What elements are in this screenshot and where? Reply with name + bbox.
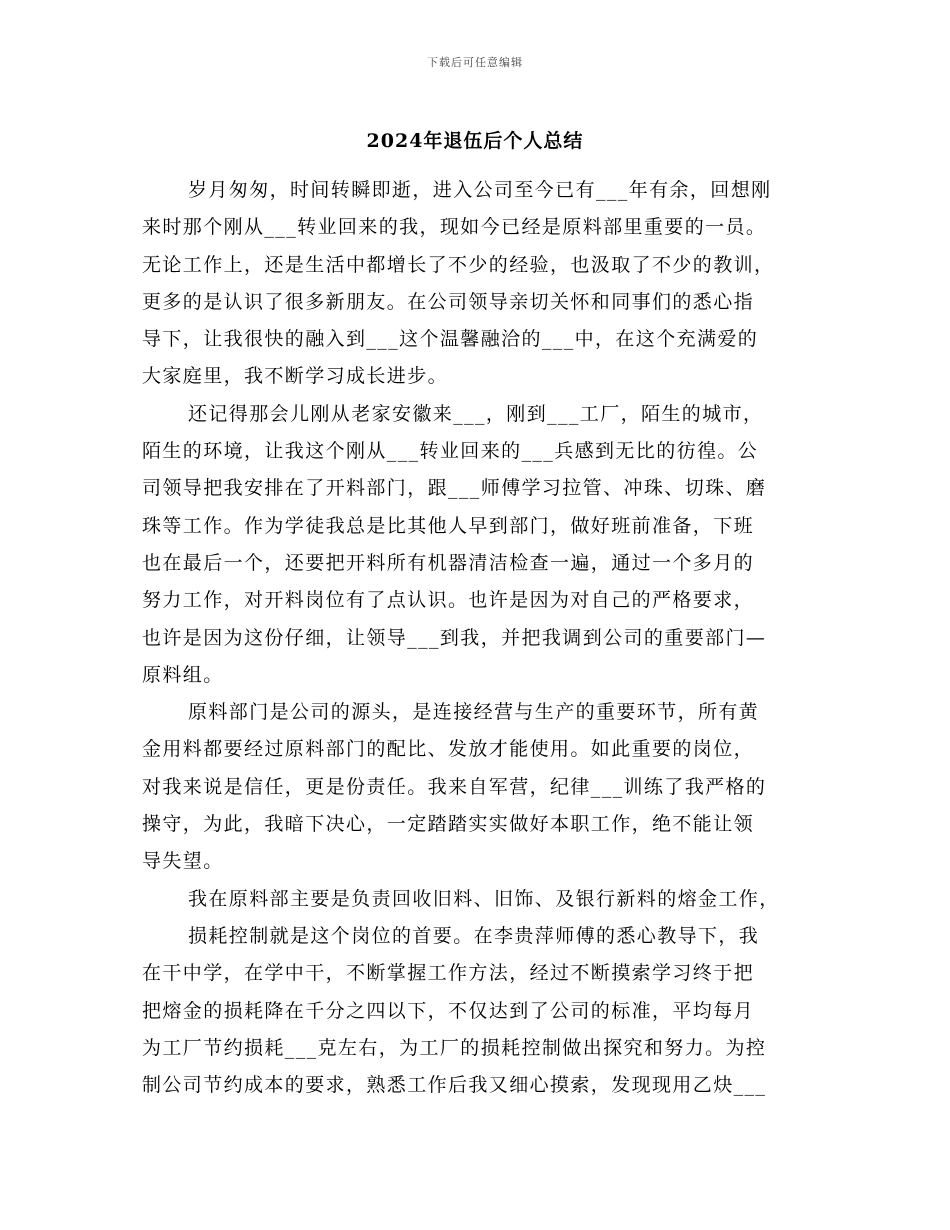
body-text-line: 在干中学，在学中干，不断掌握工作方法，经过不断摸索学习终于把 [142, 962, 755, 985]
document-title: 2024年退伍后个人总结 [366, 130, 584, 152]
body-text-line: 对我来说是信任，更是份责任。我来自军营，纪律___训练了我严格的 [142, 775, 767, 798]
body-text-line: 原料组。 [142, 663, 224, 686]
body-text-line: 我在原料部主要是负责回收旧料、旧饰、及银行新料的熔金工作， [188, 887, 780, 910]
body-text-line: 司领导把我安排在了开料部门，跟___师傅学习拉管、冲珠、切珠、磨 [142, 477, 767, 500]
body-text-line: 大家庭里，我不断学习成长进步。 [142, 365, 449, 388]
body-text-line: 导失望。 [142, 850, 224, 873]
body-text-line: 也在最后一个，还要把开料所有机器清洁检查一遍，通过一个多月的 [142, 551, 755, 574]
body-text-line: 无论工作上，还是生活中都增长了不少的经验，也汲取了不少的教训， [142, 253, 775, 276]
body-text-line: 操守，为此，我暗下决心，一定踏踏实实做好本职工作，绝不能让领 [142, 813, 755, 836]
body-text-line: 努力工作，对开料岗位有了点认识。也许是因为对自己的严格要求， [142, 589, 755, 612]
body-text-line: 更多的是认识了很多新朋友。在公司领导亲切关怀和同事们的悉心指 [142, 290, 755, 313]
page-header: 下载后可任意编辑 [427, 56, 523, 69]
body-text-line: 陌生的环境，让我这个刚从___转业回来的___兵感到无比的彷徨。公 [142, 440, 759, 463]
body-text-line: 损耗控制就是这个岗位的首要。在李贵萍师傅的悉心教导下，我 [188, 924, 760, 947]
body-text-line: 导下，让我很快的融入到___这个温馨融洽的___中，在这个充满爱的 [142, 328, 759, 351]
body-text-line: 把熔金的损耗降在千分之四以下，不仅达到了公司的标准，平均每月 [142, 999, 755, 1022]
document-body [142, 172, 810, 1104]
body-text-line: 岁月匆匆，时间转瞬即逝，进入公司至今已有___年有余，回想刚 [188, 179, 772, 201]
body-text-line: 来时那个刚从___转业回来的我，现如今已经是原料部里重要的一员。 [142, 216, 767, 239]
body-text-line: 为工厂节约损耗___克左右，为工厂的损耗控制做出探究和努力。为控 [142, 1036, 767, 1059]
body-text-line: 原料部门是公司的源头，是连接经营与生产的重要环节，所有黄 [188, 701, 760, 724]
body-text-line: 金用料都要经过原料部门的配比、发放才能使用。如此重要的岗位， [142, 738, 755, 761]
body-text-line: 也许是因为这份仔细，让领导___到我，并把我调到公司的重要部门— [142, 626, 767, 649]
body-text-line: 制公司节约成本的要求，熟悉工作后我又细心摸索，发现现用乙炔___ [142, 1074, 767, 1097]
body-text-line: 还记得那会儿刚从老家安徽来___，刚到___工厂，陌生的城市， [188, 402, 764, 425]
body-text-line: 珠等工作。作为学徒我总是比其他人早到部门，做好班前准备，下班 [142, 514, 755, 537]
